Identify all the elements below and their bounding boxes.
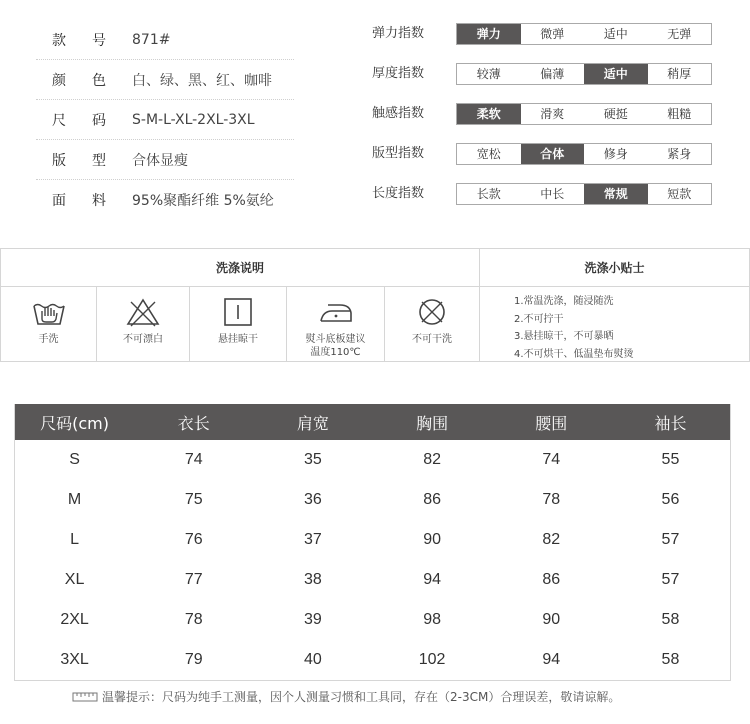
size-table-header [15,404,730,440]
info-value: 白、绿、黑、红、咖啡 [132,72,272,89]
index-label: 厚度指数 [372,66,425,81]
index-option: 较薄 [476,67,501,81]
wash-caption: 熨斗底板建议 温度110℃ [305,334,366,358]
index-bar [456,103,712,125]
size-cell: 58 [661,651,680,668]
info-label-char: 型 [92,152,106,169]
info-value: 合体显瘦 [132,152,188,169]
size-table [14,404,731,681]
wash-section [0,248,750,362]
info-row [36,140,294,180]
size-cell: 74 [542,451,561,468]
info-value: 871# [132,31,171,48]
size-cell: 39 [304,611,322,628]
info-label-char: 款 [52,32,66,49]
size-cell: 82 [423,451,441,468]
ruler-icon [72,691,98,703]
index-option: 偏薄 [540,67,565,81]
size-header-cell: 尺码(cm) [40,413,110,433]
info-row [36,180,294,220]
index-row [372,103,712,143]
no-bleach-icon [125,297,161,327]
size-cell: 3XL [60,651,89,668]
index-label: 触感指数 [372,106,425,121]
measurement-note [72,688,620,705]
iron-icon [318,297,354,327]
info-label [36,190,132,210]
wash-tip: 2.不可拧干 [514,313,564,325]
index-option: 短款 [667,187,692,201]
hang-dry-icon [220,297,256,327]
info-value: S-M-L-XL-2XL-3XL [132,111,255,128]
size-cell: 38 [304,571,322,588]
index-label: 弹力指数 [372,26,425,41]
index-option-selected: 柔软 [457,104,521,124]
info-label-char: 颜 [52,72,66,89]
size-cell: 86 [542,571,561,588]
no-dry-clean-icon [414,297,450,327]
size-cell: 2XL [60,611,89,628]
wash-symbol-no-bleach [97,287,190,361]
wash-symbol-hand-wash [1,287,97,361]
size-header-cell: 腰围 [535,413,568,433]
wash-tip: 1.常温洗涤，随浸随洗 [514,296,614,307]
size-cell: 79 [184,651,203,668]
size-cell: 77 [184,571,203,588]
index-option: 适中 [603,27,628,41]
info-label-char: 号 [92,32,106,49]
index-label: 版型指数 [372,146,425,161]
index-option: 稍厚 [667,67,692,81]
index-option-selected: 合体 [521,144,585,164]
index-option: 长款 [476,187,501,201]
info-label-char: 色 [92,72,106,89]
size-cell: 94 [542,651,561,668]
wash-tips [480,287,749,361]
size-header-cell: 袖长 [654,413,687,433]
wash-title: 洗涤说明 [1,249,480,286]
index-option: 滑爽 [540,107,565,121]
size-table-row [15,440,730,480]
size-cell: 74 [184,451,203,468]
wash-caption: 手洗 [38,334,59,345]
info-row [36,20,294,60]
index-option: 微弹 [540,27,565,41]
wash-symbol-no-dry-clean [385,287,480,361]
hand-wash-icon [31,297,67,327]
index-option-selected: 常规 [584,184,648,204]
index-option: 紧身 [667,147,692,161]
size-cell: 76 [184,531,203,548]
index-option: 粗糙 [667,107,692,121]
size-cell: 78 [184,611,203,628]
size-cell: 55 [661,451,680,468]
index-option: 无弹 [667,27,692,41]
info-label [36,110,132,130]
size-cell: 78 [542,491,561,508]
wash-tip: 3.悬挂晾干，不可暴晒 [514,331,614,342]
size-table-row [15,560,730,600]
index-option: 宽松 [476,147,501,161]
info-label [36,30,132,50]
index-option: 修身 [603,147,628,161]
size-header-cell: 肩宽 [296,413,329,433]
index-row [372,63,712,103]
wash-symbol-hang-dry [190,287,287,361]
index-bar [456,183,712,205]
wash-caption: 悬挂晾干 [218,334,258,345]
index-option: 硬挺 [603,107,628,121]
wash-symbol-iron [287,287,385,361]
size-cell: 37 [304,531,322,548]
size-cell: 90 [423,531,441,548]
wash-caption: 不可漂白 [123,334,163,345]
size-cell: 90 [542,611,561,628]
index-label: 长度指数 [372,186,425,201]
info-row [36,100,294,140]
index-option-selected: 弹力 [457,24,521,44]
size-cell: 75 [184,491,203,508]
size-cell: 94 [423,571,441,588]
product-info [36,20,294,220]
size-table-row [15,480,730,520]
wash-caption: 不可干洗 [412,334,452,345]
size-cell: 57 [661,531,680,548]
info-label-char: 尺 [52,112,66,129]
size-cell: M [67,491,82,508]
info-label [36,70,132,90]
info-label-char: 码 [92,112,106,129]
size-cell: 35 [304,451,322,468]
index-row [372,143,712,183]
size-cell: 36 [304,491,322,508]
size-header-cell: 胸围 [416,413,449,433]
size-header-cell: 衣长 [177,413,210,433]
info-row [36,60,294,100]
size-cell: 98 [423,611,441,628]
index-row [372,183,712,223]
size-cell: 57 [661,571,680,588]
size-cell: 86 [423,491,441,508]
wash-tips-title: 洗涤小贴士 [584,261,645,275]
fabric-indices [372,23,712,223]
size-table-row [15,520,730,560]
size-cell: L [70,531,80,548]
info-label [36,150,132,170]
index-option-selected: 适中 [584,64,648,84]
index-bar [456,63,712,85]
info-label-char: 料 [92,193,106,209]
size-cell: 40 [304,651,322,668]
size-cell: 82 [542,531,561,548]
info-value: 95%聚酯纤维 5%氨纶 [132,193,274,209]
note-text: 温馨提示：尺码为纯手工测量，因个人测量习惯和工具同，存在（2-3CM）合理误差，敬请谅解。 [102,690,621,704]
index-row [372,23,712,63]
size-cell: 56 [661,491,680,508]
size-table-row [15,640,730,680]
size-cell: XL [64,571,85,588]
size-cell: 58 [661,611,680,628]
size-cell: S [69,451,80,468]
index-bar [456,23,712,45]
wash-tip: 4.不可烘干、低温垫布熨烫 [514,348,634,360]
index-option: 中长 [540,187,565,201]
info-label-char: 版 [52,152,66,169]
info-label-char: 面 [52,193,66,209]
size-table-row [15,600,730,640]
size-cell: 102 [418,651,446,668]
index-bar [456,143,712,165]
